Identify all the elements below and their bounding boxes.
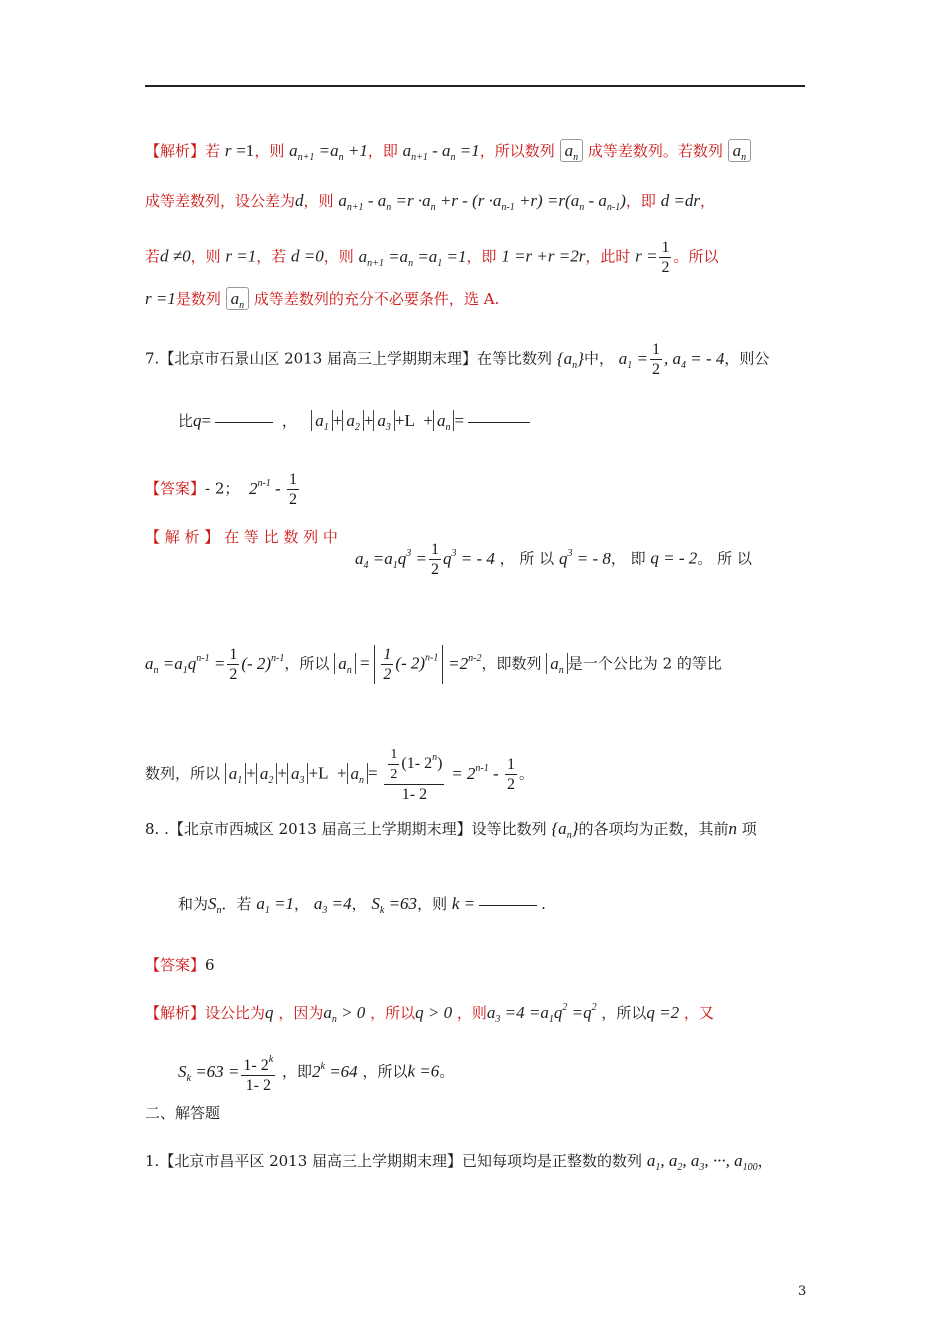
- page-number: 3: [798, 1284, 807, 1299]
- sol8-line1: 【解析】设公比为q ，因为$a_n > 0$ ，所以q > 0 ，则$a_3 =4 =a_1q^2 =q^2$ ，所以q =2 ，又: [145, 1002, 714, 1025]
- sol7-line2: $a_n =a_1q^{n-1}$ = $\frac{1}{2}$ (- 2)$^{n-1}$，所以 $a_n$ = $\frac{1}{2}$ (- $2)^{n-1} =2^{n-2}$，即数列 $a_n$ 是一个公比为 2 的等比: [145, 646, 722, 683]
- q8-blank[interactable]: [479, 905, 537, 906]
- sol6-line1: 【解析】若 r =1，则 $a_{n+1} =a_n +1$，即 $a_{n+1} - a_n =1$，所以数列 $a_n$ 成等差数列。若数列 $a_n$: [145, 142, 751, 163]
- sol6-line3: 若d ≠0，则 r =1，若 d =0，则 $a_{n+1} =a_n =a_1 =1$，即 1 =r +r =2r，此时 r = $\frac{1}{2}$ 。所以: [145, 239, 719, 276]
- sol7-line3: 数列，所以 $a_1 + a_2 + a_3 +L + a_n$ = $\frac{1}{2}$ (1- 2$^n$) 1- 2 = $2^{n-1}$ - $\frac{1}{2}$ 。: [145, 747, 534, 803]
- sol7-line1: $a_4 =a_1q^3$ = $\frac{1}{2}$ $q^3$ = - 4 ， 所 以 $q^3$ = - 8， 即 q = - 2。 所 以: [355, 541, 752, 578]
- section-title: 二、解答题: [145, 1104, 221, 1122]
- header-rule: [145, 85, 805, 87]
- q7-line2: 比q= ， $a_1 + a_2 + a_3 +L + a_n$ =: [178, 412, 534, 433]
- q7-line1: 7.【北京市石景山区 2013 届高三上学期期末理】在等比数列 $\{a_n\}$中， $a_1$ = $\frac{1}{2}$ , $a_4$ = - 4，则公: [145, 341, 770, 378]
- ans7-line: 【答案】- 2； 2$^{n-1}$ - $\frac{1}{2}$: [145, 471, 297, 508]
- sol6-line4: r =1是数列 $a_n$ 成等差数列的充分不必要条件，选 A.: [145, 289, 500, 311]
- sol6-line2: 成等差数列，设公差为d，则 $a_{n+1} - a_n =r \cdot a_n +r - (r \cdot a_{n-1} +r) =r(a_n - a_{n-1})$，即 d =dr，: [145, 191, 716, 213]
- q8-line2: 和为$S_n$．若 $a_1 =1$， $a_3 =4$， $S_k =63$，则 k = .: [178, 894, 546, 916]
- ans8-line: 【答案】6: [145, 956, 215, 974]
- q7-blank-2[interactable]: [468, 422, 530, 423]
- p1-line1: 1.【北京市昌平区 2013 届高三上学期期末理】已知每项均是正整数的数列 $a_1$, $a_2$, $a_3$, ···, $a_{100}$，: [145, 1151, 773, 1173]
- q7-blank-1[interactable]: [215, 422, 273, 423]
- sol7-tag: 【 解 析 】 在 等 比 数 列 中: [145, 528, 338, 546]
- sol8-line2: $S_k =63$ = $\frac{1- 2^k}{1- 2}$ ，即$2^k =64$ ，所以k =6。: [178, 1050, 454, 1095]
- q8-line1: 8. .【北京市西城区 2013 届高三上学期期末理】设等比数列 $\{a_n\}$的各项均为正数，其前n 项: [145, 819, 757, 841]
